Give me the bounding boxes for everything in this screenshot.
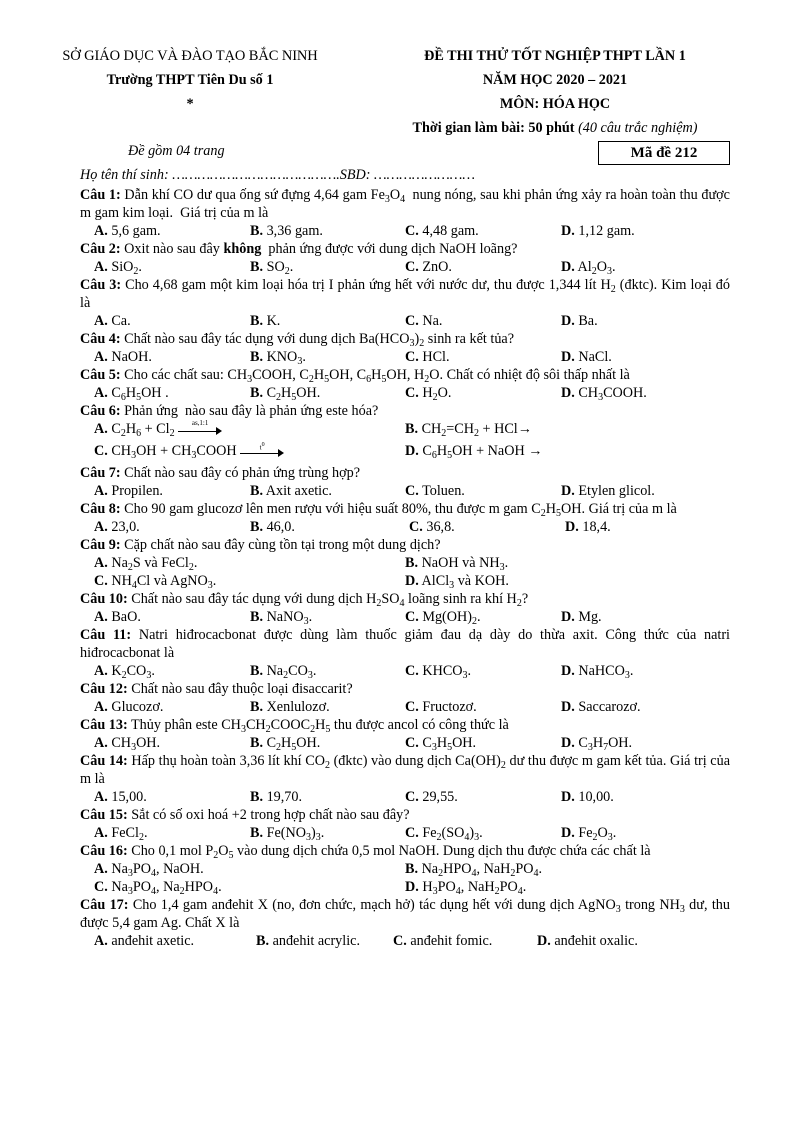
question-14: Câu 14: Hấp thụ hoàn toàn 3,36 lít khí $CO_2$ (đktc) vào dung dịch $Ca(OH)_2$ dư thu được m gam kết tủa. Giá trị của m là <box>80 753 730 787</box>
answer-d[interactable]: D. anđehit oxalic. <box>537 933 638 949</box>
question-10: Câu 10: Chất nào sau đây tác dụng với dung dịch $H_2SO_4$ loãng sinh ra khí $H_2$? <box>80 591 529 609</box>
answers-11 <box>80 662 730 680</box>
answer-a[interactable]: A. FeCl$_2$. <box>94 825 148 843</box>
reaction-arrow-icon: as,1:1 <box>178 425 222 435</box>
question-7: Câu 7: Chất nào sau đây có phản ứng trùng hợp? <box>80 465 360 481</box>
answer-c[interactable]: C. HCl. <box>405 349 450 365</box>
answers-17 <box>80 932 730 950</box>
answers-9 <box>80 554 730 590</box>
answer-b[interactable]: B. $SO_2$. <box>250 259 294 277</box>
question-8: Câu 8: Cho 90 gam glucozơ lên men rượu với hiệu suất 80%, thu được m gam $C_2H_5OH$. Giá trị của m là <box>80 501 677 519</box>
answer-c[interactable]: C. Toluen. <box>405 483 465 499</box>
answer-b[interactable]: B. Xenlulozơ. <box>250 699 330 715</box>
answer-a[interactable]: A. $Na_3PO_4$, NaOH. <box>94 861 204 879</box>
answers-13 <box>80 734 730 752</box>
answers-1 <box>80 222 730 240</box>
answer-c[interactable]: C. Na. <box>405 313 443 329</box>
answer-c[interactable]: C. $KHCO_3$. <box>405 663 472 681</box>
answers-4 <box>80 348 730 366</box>
answers-6-row1 <box>80 420 730 442</box>
answer-d[interactable]: D. Saccarozơ. <box>561 699 641 715</box>
answers-6-row2 <box>80 442 730 464</box>
answer-c[interactable]: C. $NH_4Cl$ và AgNO$_3$. <box>94 573 217 591</box>
answers-3 <box>80 312 730 330</box>
answer-d[interactable]: D. $C_6H_5OH$ + NaOH → <box>405 443 543 461</box>
answer-a[interactable]: A. 5,6 gam. <box>94 223 161 239</box>
answer-b[interactable]: B. $C_2H_5OH$. <box>250 385 321 403</box>
answer-b[interactable]: B. Axit axetic. <box>250 483 332 499</box>
answer-b[interactable]: B. 46,0. <box>250 519 295 535</box>
school-year: NĂM HỌC 2020 – 2021 <box>482 72 628 88</box>
answer-d[interactable]: D. NaHCO$_3$. <box>561 663 634 681</box>
answers-8 <box>80 518 730 536</box>
answer-b[interactable]: B. 19,70. <box>250 789 303 805</box>
question-16: Câu 16: Cho 0,1 mol $P_2O_5$ vào dung dịch chứa 0,5 mol NaOH. Dung dịch thu được chứa các chất là <box>80 843 651 861</box>
answers-7 <box>80 482 730 500</box>
answers-15 <box>80 824 730 842</box>
answer-c[interactable]: C. $CH_3OH$ + $CH_3COOH$ $t^0$ <box>94 442 284 460</box>
answer-a[interactable]: A. Ca. <box>94 313 131 329</box>
header-star: * <box>186 96 194 112</box>
question-5: Câu 5: Cho các chất sau: $CH_3COOH$, $C_2H_5OH$, $C_6H_5OH$, $H_2O$. Chất có nhiệt độ sôi thấp nhất là <box>80 367 630 385</box>
time-label: Thời gian làm bài: 50 phút <box>412 120 575 136</box>
answer-d[interactable]: D. Etylen glicol. <box>561 483 655 499</box>
answer-c[interactable]: C. ZnO. <box>405 259 452 275</box>
answer-c[interactable]: C. $H_2O$. <box>405 385 452 403</box>
answer-a[interactable]: A. $C_6H_5OH$ . <box>94 385 169 403</box>
answer-b[interactable]: B. $Fe(NO_3)_3$. <box>250 825 325 843</box>
subject: MÔN: HÓA HỌC <box>499 96 611 112</box>
answer-b[interactable]: B. NaOH và $NH_3$. <box>405 555 509 573</box>
time-note: (40 câu trắc nghiệm) <box>578 120 698 136</box>
answer-d[interactable]: D. 10,00. <box>561 789 614 805</box>
reaction-arrow-icon: $t^0$ <box>240 447 284 457</box>
answer-a[interactable]: A. anđehit axetic. <box>94 933 195 949</box>
answer-c[interactable]: C. Fructozơ. <box>405 699 477 715</box>
answer-d[interactable]: D. $CH_3COOH$. <box>561 385 647 403</box>
answer-d[interactable]: D. AlCl$_3$ và KOH. <box>405 573 509 591</box>
question-2: Câu 2: Oxit nào sau đây không phản ứng được với dung dịch NaOH loãng? <box>80 241 518 257</box>
answer-c[interactable]: C. $Na_3PO_4$, $Na_2HPO_4$. <box>94 879 222 897</box>
answer-a[interactable]: A. SiO$_2$. <box>94 259 142 277</box>
answer-a[interactable]: A. $Na_2S$ và FeCl$_2$. <box>94 555 198 573</box>
answer-a[interactable]: A. Glucozơ. <box>94 699 164 715</box>
answer-c[interactable]: C. 4,48 gam. <box>405 223 479 239</box>
answer-b[interactable]: B. 3,36 gam. <box>250 223 323 239</box>
answers-2 <box>80 258 730 276</box>
exam-code-box: Mã đề 212 <box>598 141 730 165</box>
answer-d[interactable]: D. $Al_2O_3$. <box>561 259 616 277</box>
question-17: Câu 17: Cho 1,4 gam anđehit X (no, đơn chức, mạch hở) tác dụng hết với dung dịch AgNO$_3$ trong $NH_3$ dư, thu được 5,4 gam Ag. Chất X là <box>80 897 730 931</box>
answer-b[interactable]: B. anđehit acrylic. <box>256 933 361 949</box>
school-name: Trường THPT Tiên Du số 1 <box>106 72 274 88</box>
question-15: Câu 15: Sắt có số oxi hoá +2 trong hợp chất nào sau đây? <box>80 807 410 823</box>
answer-b[interactable]: B. $Na_2HPO_4$, $NaH_2PO_4$. <box>405 861 543 879</box>
answer-b[interactable]: B. K. <box>250 313 281 329</box>
question-9: Câu 9: Cặp chất nào sau đây cùng tồn tại trong một dung dịch? <box>80 537 441 553</box>
question-11: Câu 11: Natri hiđrocacbonat được dùng làm thuốc giảm đau dạ dày do thừa axit. Công thức của natri hiđrocacbonat là <box>80 627 730 661</box>
question-13: Câu 13: Thủy phân este $CH_3CH_2COOC_2H_5$ thu được ancol có công thức là <box>80 717 509 735</box>
answer-d[interactable]: D. $Fe_2O_3$. <box>561 825 617 843</box>
answer-c[interactable]: C. 29,55. <box>405 789 458 805</box>
department-name: SỞ GIÁO DỤC VÀ ĐÀO TẠO BẮC NINH <box>62 48 318 64</box>
answer-d[interactable]: D. $C_3H_7OH$. <box>561 735 633 753</box>
answer-c[interactable]: C. $Fe_2(SO_4)_3$. <box>405 825 483 843</box>
exam-title: ĐỀ THI THỬ TỐT NGHIỆP THPT LẦN 1 <box>424 48 686 64</box>
question-4: Câu 4: Chất nào sau đây tác dụng với dung dịch $Ba(HCO_3)_2$ sinh ra kết tủa? <box>80 331 515 349</box>
answer-b[interactable]: B. $Na_2CO_3$. <box>250 663 317 681</box>
time-line <box>385 116 725 140</box>
answers-16 <box>80 860 730 896</box>
answer-d[interactable]: D. $H_3PO_4$, $NaH_2PO_4$. <box>405 879 527 897</box>
pages-note: Đề gồm 04 trang <box>128 143 225 159</box>
answer-c[interactable]: C. 36,8. <box>409 519 455 535</box>
answer-a[interactable]: A. $C_2H_6 + Cl_2$ as,1:1 <box>94 420 222 438</box>
answer-c[interactable]: C. $C_3H_5OH$. <box>405 735 477 753</box>
answers-5 <box>80 384 730 402</box>
answer-d[interactable]: D. 18,4. <box>565 519 611 535</box>
issuer-block <box>30 44 350 116</box>
answer-b[interactable]: B. $C_2H_5OH$. <box>250 735 321 753</box>
answer-b[interactable]: B. $KNO_3$. <box>250 349 306 367</box>
question-12: Câu 12: Chất nào sau đây thuộc loại đisaccarit? <box>80 681 353 697</box>
answer-a[interactable]: A. NaOH. <box>94 349 152 365</box>
answer-a[interactable]: A. $CH_3OH$. <box>94 735 161 753</box>
question-3: Câu 3: Cho 4,68 gam một kim loại hóa trị I phản ứng hết với nước dư, thu được 1,344 lít $H_2$ (đktc). Kim loại đó là <box>80 277 730 311</box>
student-info-line: Họ tên thí sinh: ………………………………….SBD: …………………… <box>80 167 475 183</box>
question-6: Câu 6: Phản ứng nào sau đây là phản ứng este hóa? <box>80 403 379 419</box>
exam-title-block <box>385 44 725 140</box>
answer-d[interactable]: D. Ba. <box>561 313 598 329</box>
answer-a[interactable]: A. Propilen. <box>94 483 163 499</box>
answers-12 <box>80 698 730 716</box>
answer-b[interactable]: B. NaNO$_3$. <box>250 609 313 627</box>
questions <box>80 186 730 950</box>
answer-a[interactable]: A. BaO. <box>94 609 141 625</box>
answer-a[interactable]: A. 15,00. <box>94 789 147 805</box>
answers-10 <box>80 608 730 626</box>
answer-a[interactable]: A. $K_2CO_3$. <box>94 663 155 681</box>
answer-d[interactable]: D. NaCl. <box>561 349 612 365</box>
answer-c[interactable]: C. $Mg(OH)_2$. <box>405 609 481 627</box>
answer-d[interactable]: D. Mg. <box>561 609 602 625</box>
answer-c[interactable]: C. anđehit fomic. <box>393 933 493 949</box>
answer-d[interactable]: D. 1,12 gam. <box>561 223 635 239</box>
question-1: Câu 1: Dẫn khí CO dư qua ống sứ đựng 4,64 gam $Fe_3O_4$ nung nóng, sau khi phản ứng xảy ra hoàn toàn thu được m gam kim loại. Giá trị của m là <box>80 187 730 221</box>
answer-b[interactable]: B. $CH_2=CH_2 + HCl\to$ <box>405 421 532 439</box>
answer-a[interactable]: A. 23,0. <box>94 519 140 535</box>
answers-14 <box>80 788 730 806</box>
